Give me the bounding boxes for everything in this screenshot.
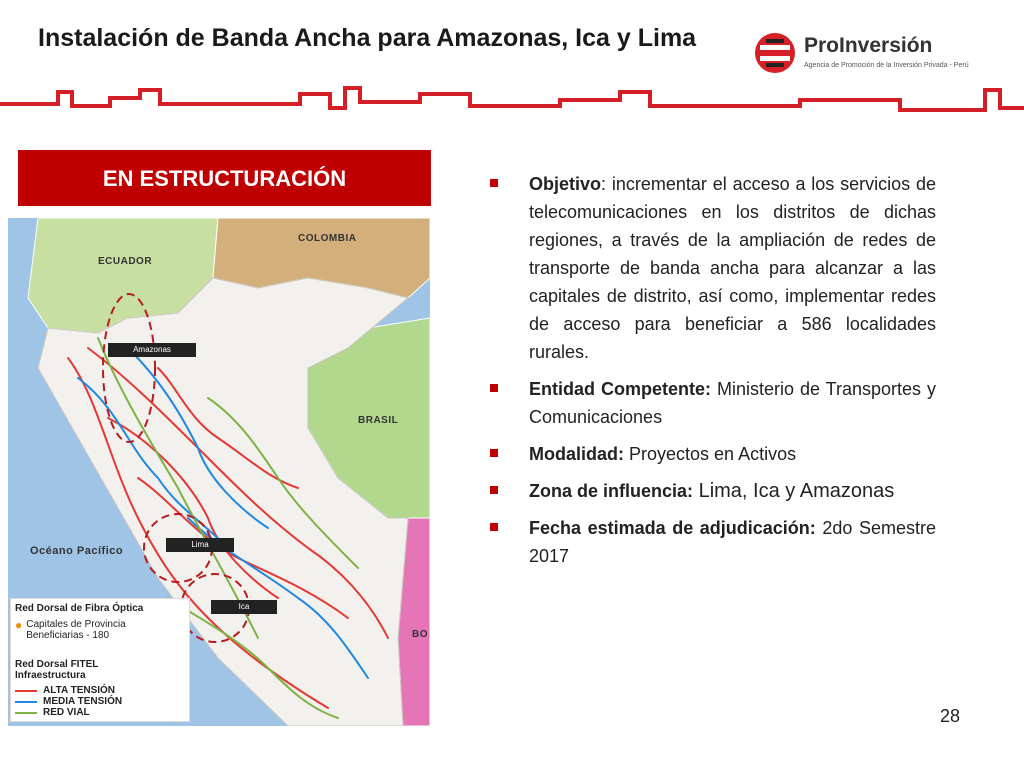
proinversion-logo	[752, 30, 982, 80]
bullet-key: Objetivo	[529, 174, 602, 194]
red-line-icon	[15, 690, 37, 692]
bullet-zona	[490, 477, 936, 505]
logo-name: ProInversión	[804, 34, 933, 57]
status-banner: EN ESTRUCTURACIÓN	[18, 150, 431, 206]
bullet-square-icon	[490, 384, 498, 392]
legend-lines	[15, 685, 122, 718]
proinversion-logo-icon	[752, 30, 798, 76]
legend-capitales	[15, 619, 185, 641]
bullet-fecha	[490, 514, 936, 570]
bullet-square-icon	[490, 486, 498, 494]
bullet-objetivo	[490, 170, 936, 366]
bullet-square-icon	[490, 523, 498, 531]
logo-tagline: Agencia de Promoción de la Inversión Privada - Perú	[804, 62, 969, 69]
bullet-square-icon	[490, 179, 498, 187]
map-country-ecuador: ECUADOR	[98, 256, 153, 267]
legend-line-label: RED VIAL	[43, 707, 90, 718]
bullet-text: Ministerio de Transportes y Comunicaciones	[529, 379, 936, 427]
legend-line-label: MEDIA TENSIÓN	[43, 696, 123, 707]
legend-line-alta	[15, 685, 122, 696]
page-number: 28	[940, 706, 961, 726]
map-country-bolivia: BO	[412, 629, 428, 640]
bullet-key: Zona de influencia:	[529, 481, 694, 501]
legend-title-fibra: Red Dorsal de Fibra Óptica	[15, 603, 144, 614]
legend-line-label: ALTA TENSIÓN	[43, 685, 116, 696]
bullet-sep: :	[601, 174, 607, 194]
bullet-text: Lima, Ica y Amazonas	[693, 480, 895, 502]
bullet-text: Proyectos en Activos	[624, 444, 797, 464]
map-legend	[10, 598, 190, 722]
bullet-entidad	[490, 375, 936, 431]
bullet-key: Modalidad:	[529, 444, 624, 464]
project-details	[490, 170, 936, 579]
orange-dot-icon: ●	[15, 618, 23, 632]
map-tag-lima: Lima	[166, 538, 234, 552]
bullet-square-icon	[490, 449, 498, 457]
map-tag-ica: Ica	[211, 600, 277, 614]
bullet-text: 2do Semestre 2017	[529, 518, 936, 566]
slide-title: Instalación de Banda Ancha para Amazonas, Ica y Lima	[38, 24, 697, 52]
bullet-key: Entidad Competente:	[529, 379, 711, 399]
map-country-colombia: COLOMBIA	[298, 233, 357, 244]
legend-capitales-label: Capitales de Provincia Beneficiarias - 180	[26, 619, 126, 641]
legend-line-media	[15, 696, 122, 707]
blue-line-icon	[15, 701, 37, 703]
green-line-icon	[15, 712, 37, 714]
bullet-text: incrementar el acceso a los servicios de telecomunicaciones en los distritos de dichas regiones, a través de la ampliación de redes de transporte de banda ancha para alcanzar a las capitales de distrito, así como, implementar redes de acceso para beneficiar a 586 localidades rurales.	[529, 174, 936, 362]
decorative-red-line	[0, 80, 1024, 122]
map-ocean-label: Océano Pacífico	[30, 545, 124, 557]
legend-title-fitel: Red Dorsal FITEL Infraestructura	[15, 659, 99, 681]
bullet-modalidad	[490, 440, 936, 468]
bullet-key: Fecha estimada de adjudicación:	[529, 518, 816, 538]
map-country-brasil: BRASIL	[358, 415, 399, 426]
map-tag-amazonas: Amazonas	[108, 343, 196, 357]
legend-line-vial	[15, 707, 122, 718]
